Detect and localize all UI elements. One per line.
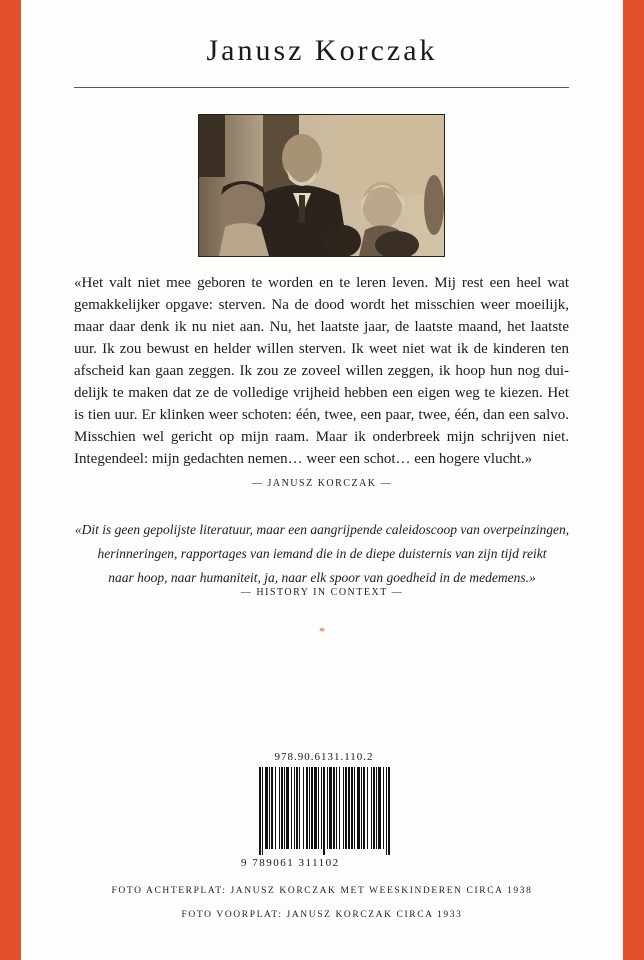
barcode-bar — [345, 767, 347, 849]
barcode-bar — [378, 767, 381, 849]
barcode-bar — [363, 767, 365, 849]
photo-illustration — [199, 115, 444, 256]
photo-credit-back: FOTO ACHTERPLAT: JANUSZ KORCZAK MET WEESKINDEREN CIRCA 1938 — [111, 886, 533, 896]
barcode-bar — [329, 767, 332, 849]
barcode-bar — [306, 767, 308, 849]
korczak-quote — [74, 272, 569, 470]
barcode-bar — [339, 767, 340, 849]
review-line: «Dit is geen gepolijste literatuur, maar een aangrijpende caleidoscoop van overpeinzingen, — [74, 522, 570, 537]
barcode-bar — [333, 767, 335, 849]
barcode-bar — [294, 767, 295, 849]
barcode-bar — [311, 767, 313, 849]
quote-line: uur. Ik zou bewust en helder willen sterven. Ik weet niet wat ik de kinderen ten — [74, 341, 569, 357]
barcode-bar — [299, 767, 300, 849]
cover-photo — [198, 114, 445, 257]
barcode-bar — [361, 767, 362, 849]
title-divider — [74, 87, 569, 88]
review-quote — [51, 518, 593, 590]
barcode-bar — [262, 767, 263, 855]
review-line: naar hoop, naar humaniteit, ja, naar elk spoor van goedheid in de medemens.» — [108, 570, 536, 585]
barcode — [257, 767, 391, 855]
isbn-number: 978.90.6131.110.2 — [274, 751, 374, 763]
quote-line: Misschien wel gericht op mijn raam. Maar ik onderbreek mijn schrijven niet. — [74, 429, 569, 445]
barcode-bar — [318, 767, 319, 849]
review-attribution: — HISTORY IN CONTEXT — — [240, 587, 404, 598]
barcode-bar — [336, 767, 337, 849]
barcode-bar — [327, 767, 328, 849]
quote-line: is tien uur. Er klinken weer schoten: één, twee, een paar, twee, één, dan een salvo. — [74, 407, 569, 423]
quote-attribution: — JANUSZ KORCZAK — — [251, 478, 393, 489]
back-cover — [21, 0, 623, 960]
barcode-bar — [323, 767, 325, 855]
barcode-bar — [271, 767, 273, 849]
quote-line: maar daar denk ik nu niet aan. Nu, het laatste jaar, de laatste maand, het laatste — [74, 319, 569, 335]
quote-line: delijk te maken dat ze de volledige vrijheid hebben een eigen weg te kiezen. Het — [74, 385, 569, 401]
barcode-bar — [343, 767, 344, 849]
author-title: Janusz Korczak — [206, 34, 438, 67]
quote-line: gemakkelijker opgave: sterven. Na de dood wordt het misschien weer moeilijk, — [74, 297, 569, 313]
barcode-bar — [309, 767, 310, 849]
barcode-bar — [354, 767, 355, 849]
barcode-bar — [279, 767, 280, 849]
barcode-bar — [376, 767, 377, 849]
quote-line: afscheid kan gaan zeggen. Ik zou ze zoveel willen zeggen, ik hoop hun nog dui- — [74, 363, 569, 379]
barcode-digits: 9 789061 311102 — [241, 857, 340, 869]
barcode-bar — [321, 767, 322, 849]
barcode-bar — [275, 767, 276, 849]
barcode-bar — [373, 767, 375, 849]
barcode-bar — [284, 767, 285, 849]
barcode-bar — [386, 767, 387, 855]
barcode-bar — [291, 767, 292, 849]
barcode-bar — [357, 767, 360, 849]
barcode-bar — [351, 767, 353, 849]
barcode-bar — [286, 767, 289, 849]
barcode-bar — [388, 767, 390, 855]
barcode-bar — [383, 767, 384, 849]
barcode-bar — [259, 767, 261, 855]
barcode-bar — [281, 767, 283, 849]
barcode-bar — [314, 767, 317, 849]
barcode-bar — [265, 767, 268, 849]
photo-credit-front: FOTO VOORPLAT: JANUSZ KORCZAK CIRCA 1933 — [181, 910, 463, 920]
barcode-bar — [371, 767, 372, 849]
quote-line: «Het valt niet mee geboren te worden en te leren leven. Mij rest een heel wat — [74, 275, 569, 291]
barcode-bar — [269, 767, 270, 849]
barcode-bar — [296, 767, 298, 849]
quote-line: Integendeel: mijn gedachten nemen… weer een schot… een hogere vlucht.» — [74, 451, 533, 467]
barcode-bar — [367, 767, 368, 849]
barcode-bar — [303, 767, 304, 849]
barcode-bar — [348, 767, 350, 849]
ornament-asterisk: * — [319, 624, 325, 638]
review-line: herinneringen, rapportages van iemand die in de diepe duisternis van zijn tijd reikt — [97, 546, 547, 561]
